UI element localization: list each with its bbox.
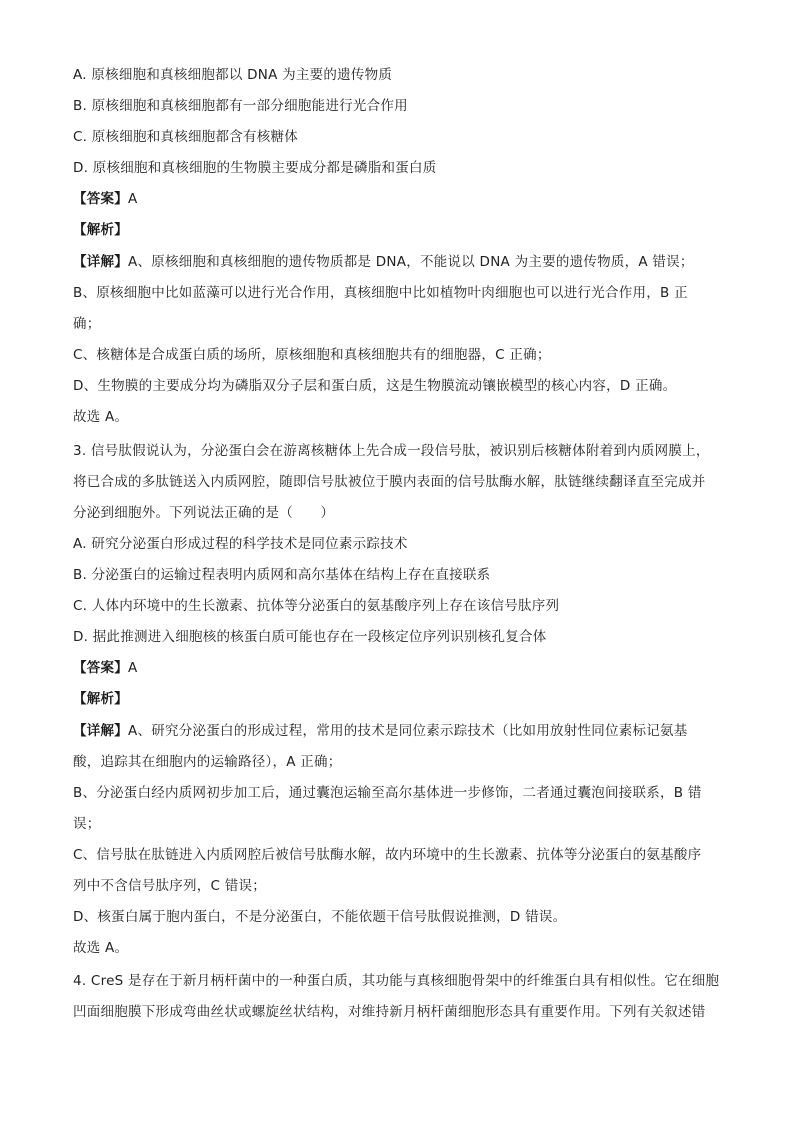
q2-detail-line-1: 【详解】A、原核细胞和真核细胞的遗传物质都是 DNA，不能说以 DNA 为主要的遗传物质，A 错误； xyxy=(73,254,694,270)
q3-stem-line-1: 3. 信号肽假说认为，分泌蛋白会在游离核糖体上先合成一段信号肽，被识别后核糖体附着到内质网膜上， xyxy=(73,443,710,459)
q3-option-c: C. 人体内环境中的生长激素、抗体等分泌蛋白的氨基酸序列上存在该信号肽序列 xyxy=(73,598,560,614)
q3-detail-line-3: B、分泌蛋白经内质网初步加工后，通过囊泡运输至高尔基体进一步修饰，二者通过囊泡间接联系，B 错 xyxy=(73,785,702,801)
q2-option-a: A. 原核细胞和真核细胞都以 DNA 为主要的遗传物质 xyxy=(73,67,393,83)
q3-detail-label: 【详解】 xyxy=(73,723,128,739)
q2-option-c: C. 原核细胞和真核细胞都含有核糖体 xyxy=(73,129,299,145)
q2-detail-line-2: B、原核细胞中比如蓝藻可以进行光合作用，真核细胞中比如植物叶肉细胞也可以进行光合作用，B 正 xyxy=(73,285,688,301)
q3-stem-line-2: 将已合成的多肽链送入内质网腔，随即信号肽被位于膜内表面的信号肽酶水解，肽链继续翻译直至完成并 xyxy=(73,474,706,490)
q2-option-b: B. 原核细胞和真核细胞都有一部分细胞能进行光合作用 xyxy=(73,98,408,114)
q3-detail-line-1: 【详解】A、研究分泌蛋白的形成过程，常用的技术是同位素示踪技术（比如用放射性同位素标记氨基 xyxy=(73,723,688,739)
q3-detail-line-2: 酸，追踪其在细胞内的运输路径），A 正确； xyxy=(73,754,342,770)
q3-analysis-label: 【解析】 xyxy=(73,691,128,707)
q2-answer-line xyxy=(73,190,138,208)
q3-stem-line-3: 分泌到细胞外。下列说法正确的是（ ） xyxy=(73,505,335,521)
q2-analysis-label: 【解析】 xyxy=(73,222,128,238)
q3-detail-line-7: D、核蛋白属于胞内蛋白，不是分泌蛋白，不能依题干信号肽假说推测，D 错误。 xyxy=(73,909,567,925)
q3-answer-label: 【答案】 xyxy=(73,660,128,676)
q2-answer-value: A xyxy=(128,191,138,207)
q2-detail-line-4: C、核糖体是合成蛋白质的场所，原核细胞和真核细胞共有的细胞器，C 正确； xyxy=(73,347,551,363)
q3-detail-line-4: 误； xyxy=(73,816,101,832)
q3-answer-line xyxy=(73,659,138,677)
q2-detail-line-5: D、生物膜的主要成分均为磷脂双分子层和蛋白质，这是生物膜流动镶嵌模型的核心内容，D 正确。 xyxy=(73,378,677,394)
q2-detail-line-3: 确； xyxy=(73,316,101,332)
q3-detail-line-6: 列中不含信号肽序列，C 错误； xyxy=(73,878,266,894)
q3-conclusion: 故选 A。 xyxy=(73,940,129,956)
q3-option-b: B. 分泌蛋白的运输过程表明内质网和高尔基体在结构上存在直接联系 xyxy=(73,567,491,583)
q2-answer-label: 【答案】 xyxy=(73,191,128,207)
q2-option-d: D. 原核细胞和真核细胞的生物膜主要成分都是磷脂和蛋白质 xyxy=(73,160,437,176)
q3-option-d: D. 据此推测进入细胞核的核蛋白质可能也存在一段核定位序列识别核孔复合体 xyxy=(73,629,547,645)
q2-detail-label: 【详解】 xyxy=(73,254,128,270)
q2-conclusion: 故选 A。 xyxy=(73,409,129,425)
q3-answer-value: A xyxy=(128,660,138,676)
q4-stem-line-2: 凹面细胞膜下形成弯曲丝状或螺旋丝状结构，对维持新月柄杆菌细胞形态具有重要作用。下列有关叙述错 xyxy=(73,1004,706,1020)
q3-detail-line-5: C、信号肽在肽链进入内质网腔后被信号肽酶水解，故内环境中的生长激素、抗体等分泌蛋白的氨基酸序 xyxy=(73,847,702,863)
q3-option-a: A. 研究分泌蛋白形成过程的科学技术是同位素示踪技术 xyxy=(73,536,408,552)
q4-stem-line-1: 4. CreS 是存在于新月柄杆菌中的一种蛋白质，其功能与真核细胞骨架中的纤维蛋白具有相似性。它在细胞 xyxy=(73,973,720,989)
